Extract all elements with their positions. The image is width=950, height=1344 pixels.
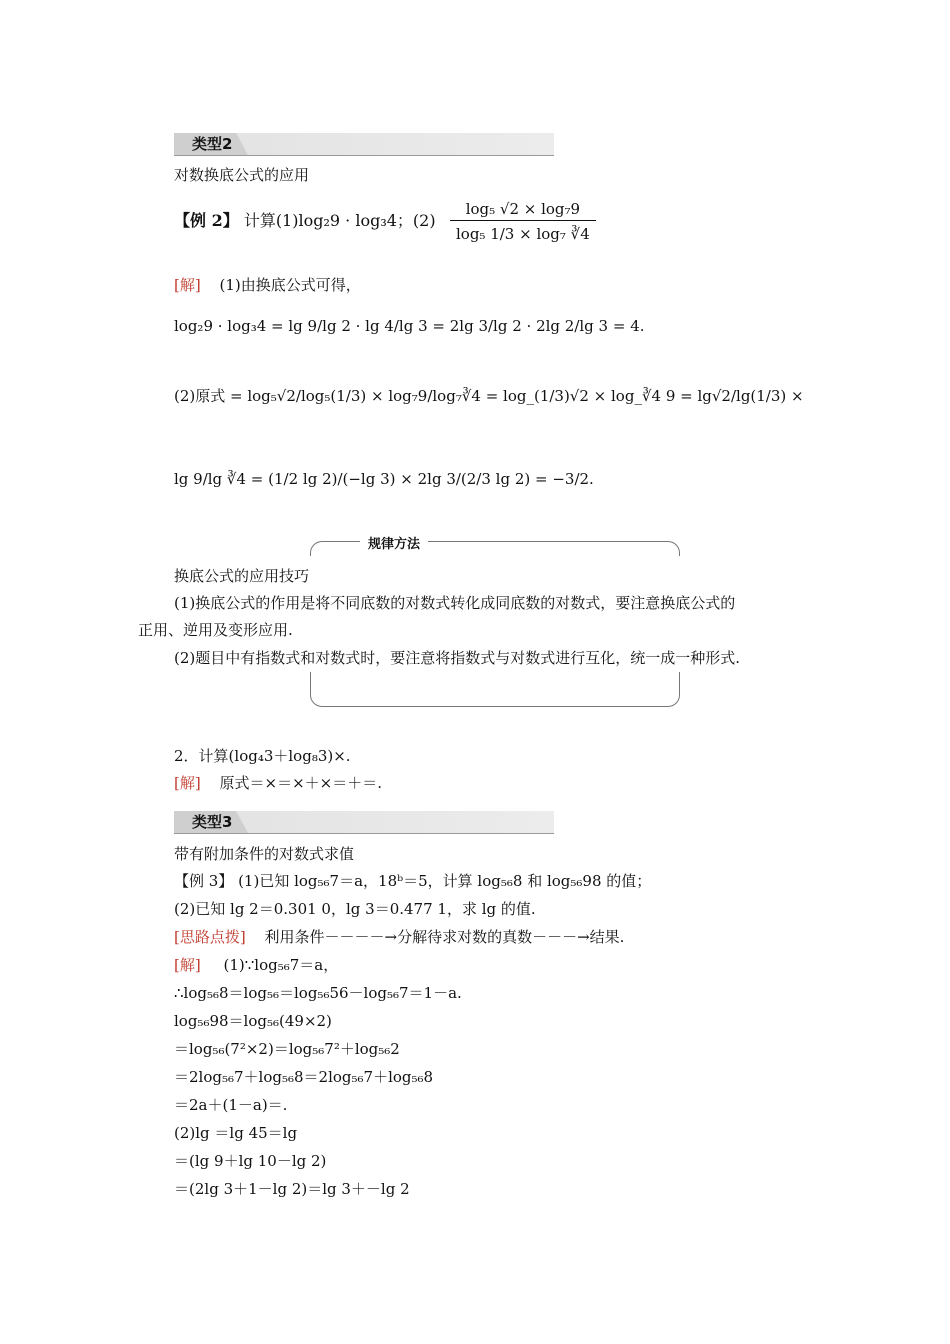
method-box-bottom: [310, 672, 680, 707]
solution-tag: [解]: [174, 276, 201, 294]
type3-s2: ∴log₅₆8＝log₅₆＝log₅₆56－log₅₆7＝1－a.: [174, 984, 462, 1002]
example2-numerator: log₅ √2 × log₇9: [450, 198, 596, 221]
method-heading: 规律方法: [360, 533, 428, 552]
exercise-tag: [解]: [174, 774, 201, 792]
example2-text: 计算(1)log₂9 · log₃4；(2): [243, 211, 436, 230]
method-p2: (2)题目中有指数式和对数式时，要注意将指数式与对数式进行互化，统一成一种形式.: [174, 649, 741, 667]
method-p1b: 正用、逆用及变形应用.: [138, 621, 293, 639]
example2-denominator: log₅ 1/3 × log₇ ∛4: [456, 225, 590, 243]
exercise-answer-text: 原式＝×＝×＋×＝＋＝.: [219, 774, 382, 792]
type2-title: 对数换底公式的应用: [174, 166, 310, 184]
exercise-answer: [174, 772, 382, 794]
example2: [174, 210, 436, 232]
example2-fraction: [450, 198, 596, 247]
hint-text: 利用条件－－－－→分解待求对数的真数－－－→结果.: [264, 928, 625, 946]
hint-tag: [思路点拨]: [174, 928, 246, 946]
solution1: [174, 274, 361, 296]
type2-label: 类型2: [192, 135, 233, 153]
type3-solution-tag: [解]: [174, 956, 201, 974]
type3-label: 类型3: [192, 813, 233, 831]
hint-line: [174, 926, 624, 948]
type3-s6: ＝2a＋(1－a)＝.: [174, 1096, 288, 1114]
type3-header: [174, 811, 554, 834]
example2-label: 【例 2】: [174, 211, 239, 230]
exercise-question: 2．计算(log₄3＋log₈3)×.: [174, 747, 351, 765]
solution3: (2)原式 = log₅√2/log₅(1/3) × log₇9/log₇∛4 = log_(1/3)√2 × log_∛4 9 = lg√2/lg(1/3) ×: [174, 387, 804, 405]
type3-s3: log₅₆98＝log₅₆(49×2): [174, 1012, 332, 1030]
type3-solution-1: [174, 954, 338, 976]
type3-s7: (2)lg ＝lg 45＝lg: [174, 1124, 298, 1142]
solution1-text: (1)由换底公式可得，: [219, 276, 361, 294]
example3-line1: 【例 3】 (1)已知 log₅₆7＝a，18ᵇ＝5，计算 log₅₆8 和 log₅₆98 的值；: [174, 872, 652, 890]
solution4: lg 9/lg ∛4 = (1/2 lg 2)/(−lg 3) × 2lg 3/(2/3 lg 2) = −3/2.: [174, 470, 594, 488]
type3-title: 带有附加条件的对数式求值: [174, 845, 355, 863]
method-title: 换底公式的应用技巧: [174, 567, 310, 585]
type3-s1: (1)∵log₅₆7＝a，: [223, 956, 339, 974]
solution2: log₂9 · log₃4 = lg 9/lg 2 · lg 4/lg 3 = 2lg 3/lg 2 · 2lg 2/lg 3 = 4.: [174, 317, 645, 335]
type3-s5: ＝2log₅₆7＋log₅₆8＝2log₅₆7＋log₅₆8: [174, 1068, 434, 1086]
example3-line2: (2)已知 lg 2＝0.301 0，lg 3＝0.477 1，求 lg 的值.: [174, 900, 536, 918]
type3-s9: ＝(2lg 3＋1－lg 2)＝lg 3＋－lg 2: [174, 1180, 410, 1198]
type3-s8: ＝(lg 9＋lg 10－lg 2): [174, 1152, 327, 1170]
method-p1a: (1)换底公式的作用是将不同底数的对数式转化成同底数的对数式，要注意换底公式的: [174, 594, 736, 612]
type3-s4: ＝log₅₆(7²×2)＝log₅₆7²＋log₅₆2: [174, 1040, 400, 1058]
type2-header: [174, 133, 554, 156]
